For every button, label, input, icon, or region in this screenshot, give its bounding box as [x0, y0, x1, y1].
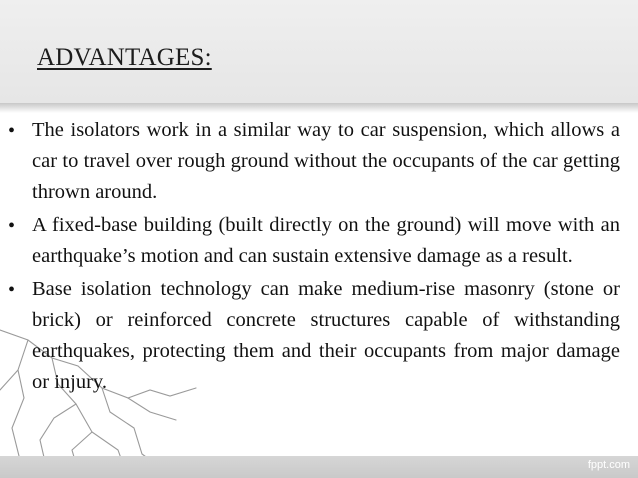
footer-watermark: fppt.com	[587, 459, 630, 471]
bullet-item	[8, 274, 620, 398]
bullet-text: A fixed-base building (built directly on the ground) will move with an earthquake’s motion and can sustain extensive damage as a result.	[32, 214, 620, 267]
bullet-marker: •	[8, 279, 16, 301]
footer-bar	[0, 456, 638, 478]
bullet-item	[8, 115, 620, 208]
slide-title: ADVANTAGES:	[37, 44, 212, 71]
bullet-list	[8, 115, 620, 400]
title-bar	[0, 0, 638, 103]
title-bar-shadow	[0, 103, 638, 113]
bullet-item	[8, 210, 620, 272]
bullet-text: The isolators work in a similar way to car suspension, which allows a car to travel over rough ground without the occupants of the car getting thrown around.	[32, 119, 620, 203]
bullet-text: Base isolation technology can make medium-rise masonry (stone or brick) or reinforced concrete structures capable of withstanding earthquakes, protecting them and their occupants from major damage or injury.	[32, 278, 620, 393]
bullet-marker: •	[8, 215, 16, 237]
bullet-marker: •	[8, 120, 16, 142]
